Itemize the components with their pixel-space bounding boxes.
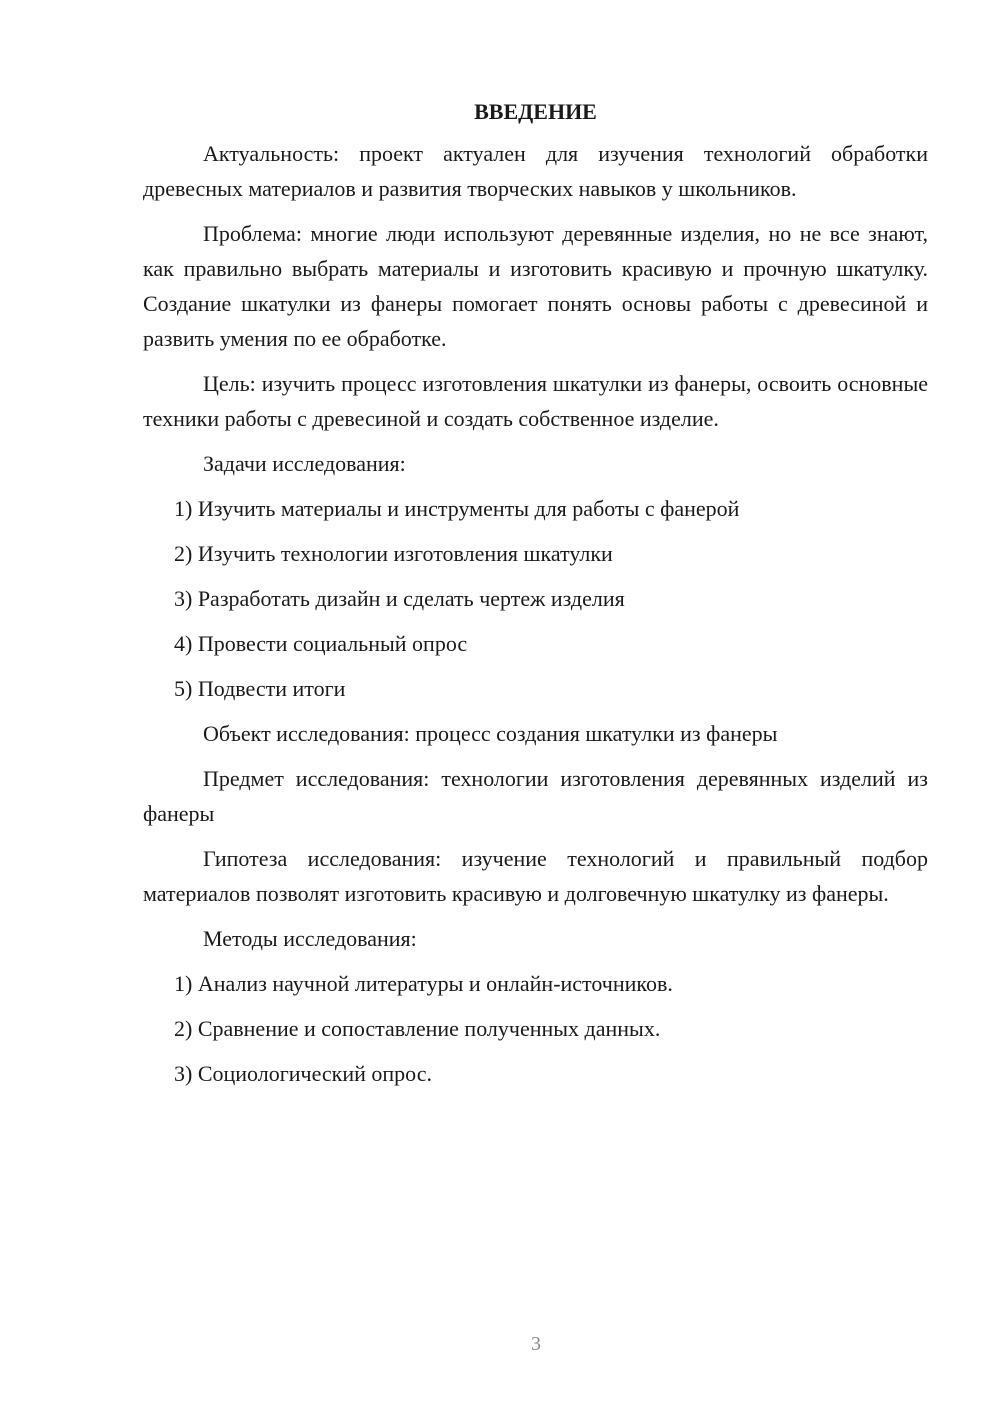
method-item: 3) Социологический опрос. xyxy=(174,1061,432,1086)
relevance-paragraph: Актуальность: проект актуален для изучения технологий обработки древесных материалов и развития творческих навыков у школьников. xyxy=(143,141,928,201)
method-item: 1) Анализ научной литературы и онлайн-источников. xyxy=(174,971,673,996)
task-item: 1) Изучить материалы и инструменты для работы с фанерой xyxy=(174,496,740,521)
task-item: 4) Провести социальный опрос xyxy=(174,631,468,656)
tasks-heading: Задачи исследования: xyxy=(203,451,406,476)
section-title: ВВЕДЕНИЕ xyxy=(474,99,597,124)
methods-heading: Методы исследования: xyxy=(203,926,417,951)
problem-paragraph: Проблема: многие люди используют деревянные изделия, но не все знают, как правильно выбрать материалы и изготовить красивую и прочную шкатулку. Создание шкатулки из фанеры помогает понять основы работы с древесиной и развить умения по ее обработке. xyxy=(143,221,928,351)
task-item: 5) Подвести итоги xyxy=(174,676,346,701)
subject-paragraph: Предмет исследования: технологии изготовления деревянных изделий из фанеры xyxy=(143,766,928,826)
object-paragraph: Объект исследования: процесс создания шкатулки из фанеры xyxy=(203,721,778,746)
goal-paragraph: Цель: изучить процесс изготовления шкатулки из фанеры, освоить основные техники работы с древесиной и создать собственное изделие. xyxy=(143,371,928,431)
document-body xyxy=(143,94,928,1091)
page-number: 3 xyxy=(531,1333,541,1355)
hypothesis-paragraph: Гипотеза исследования: изучение технологий и правильный подбор материалов позволят изготовить красивую и долговечную шкатулку из фанеры. xyxy=(143,846,928,906)
task-item: 2) Изучить технологии изготовления шкатулки xyxy=(174,541,613,566)
task-item: 3) Разработать дизайн и сделать чертеж изделия xyxy=(174,586,625,611)
method-item: 2) Сравнение и сопоставление полученных данных. xyxy=(174,1016,661,1041)
